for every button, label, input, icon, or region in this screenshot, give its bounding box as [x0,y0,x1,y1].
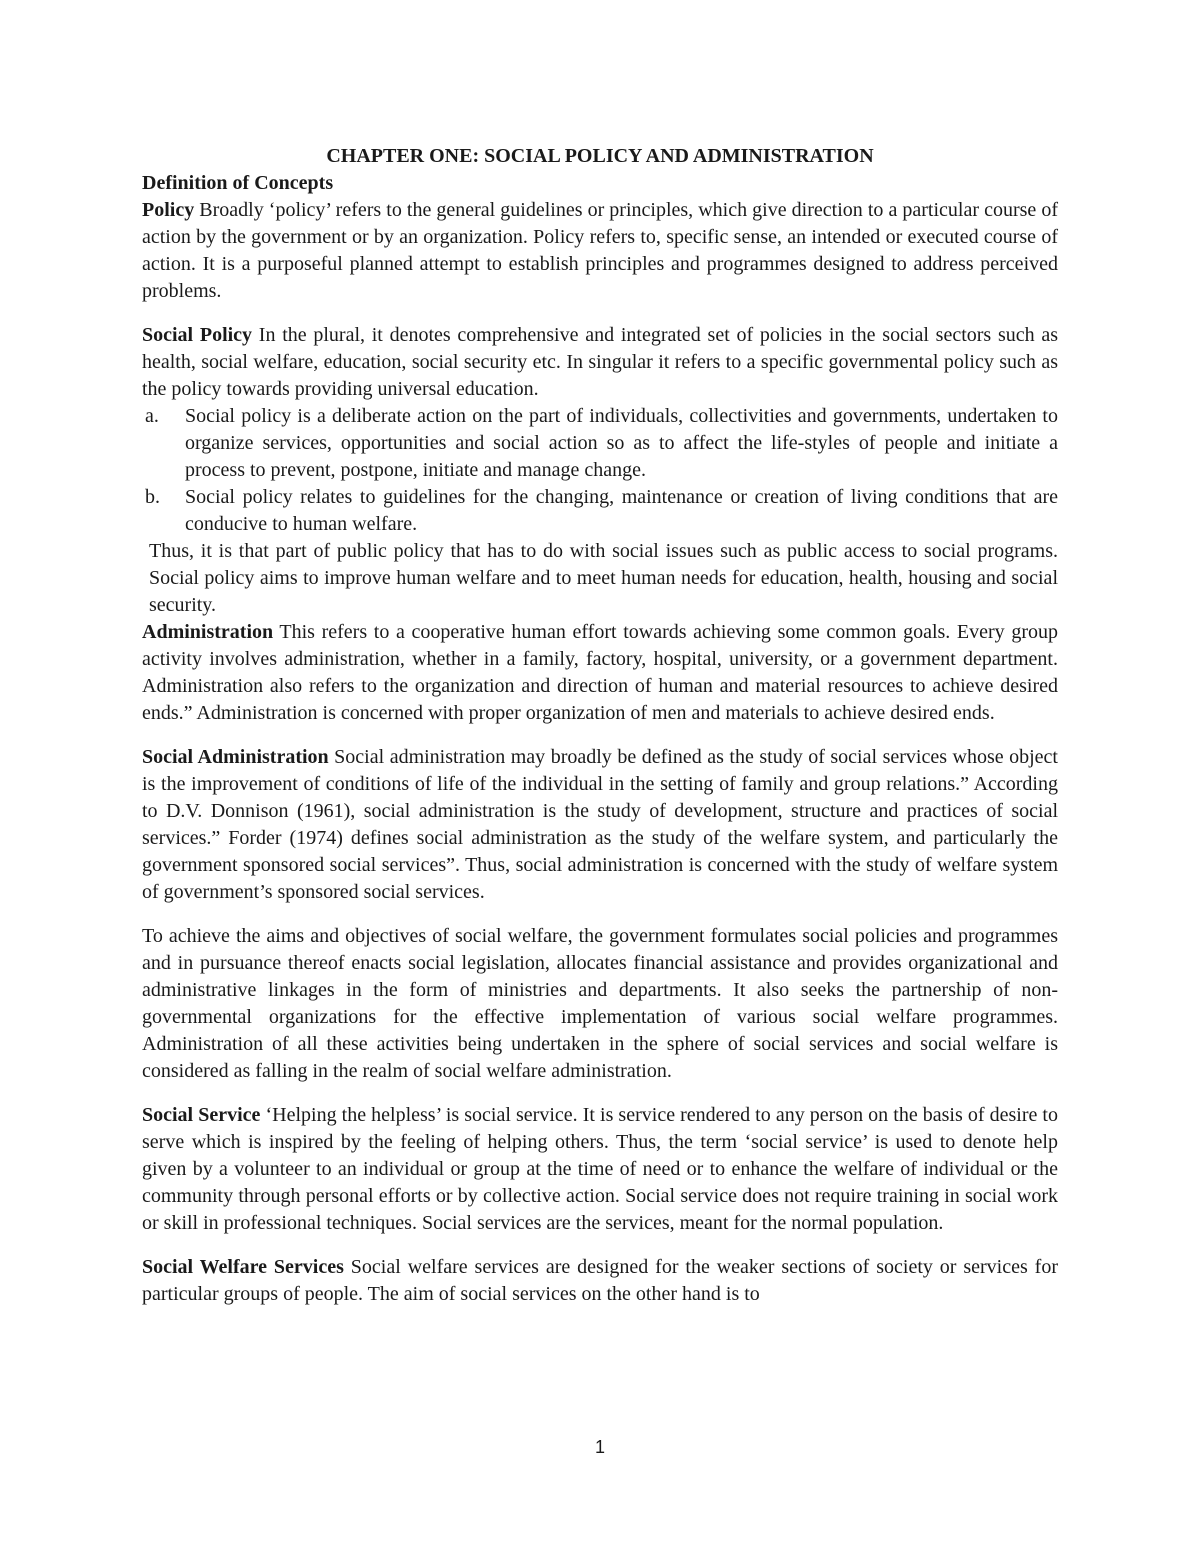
social-administration-text: Social administration may broadly be defined as the study of social services whose object is the improvement of conditions of life of the individual in the setting of family and group relations.” According to D.V. Donnison (1961), social administration is the study of development, structure and practices of social services.” Forder (1974) defines social administration as the study of the welfare system, and particularly the government sponsored social services”. Thus, social administration is concerned with the study of welfare system of government’s sponsored social services. [142,746,1058,903]
chapter-title: CHAPTER ONE: SOCIAL POLICY AND ADMINISTRATION [326,145,874,167]
social-policy-paragraph [142,322,1058,403]
document-page [142,143,1058,1308]
social-administration-paragraph [142,744,1058,906]
list-item [142,403,1058,484]
policy-paragraph [142,197,1058,305]
social-service-text: ‘Helping the helpless’ is social service. It is service rendered to any person on the basis of desire to serve which is inspired by the feeling of helping others. Thus, the term ‘social service’ is used to denote help given by a volunteer to an individual or group at the time of need or to enhance the welfare of individual or the community through personal efforts or by collective action. Social service does not require training in social work or skill in professional techniques. Social services are the services, meant for the normal population. [142,1104,1058,1234]
social-policy-list [142,403,1058,538]
social-service-term: Social Service [142,1104,261,1126]
social-policy-text: In the plural, it denotes comprehensive and integrated set of policies in the social sectors such as health, social welfare, education, social security etc. In singular it refers to a specific governmental policy such as the policy towards providing universal education. [142,324,1058,400]
list-item [142,484,1058,538]
social-welfare-services-paragraph [142,1254,1058,1308]
social-policy-conclusion: Thus, it is that part of public policy that has to do with social issues such as public access to social programs. Social policy aims to improve human welfare and to meet human needs for education, health, housing and social security. [149,540,1058,616]
list-item-text: Social policy is a deliberate action on the part of individuals, collectivities and governments, undertaken to organize services, opportunities and social action so as to affect the life-styles of people and initiate a process to prevent, postpone, initiate and manage change. [185,405,1058,481]
administration-text: This refers to a cooperative human effort towards achieving some common goals. Every group activity involves administration, whether in a family, factory, hospital, university, or a government department. Administration also refers to the organization and direction of human and material resources to achieve desired ends.” Administration is concerned with proper organization of men and materials to achieve desired ends. [142,621,1058,724]
policy-text: Broadly ‘policy’ refers to the general guidelines or principles, which give direction to a particular course of action by the government or by an organization. Policy refers to, specific sense, an intended or executed course of action. It is a purposeful planned attempt to establish principles and programmes designed to address perceived problems. [142,199,1058,302]
list-marker: b. [145,486,160,508]
social-administration-term: Social Administration [142,746,329,768]
section-heading: Definition of Concepts [142,172,334,194]
social-welfare-services-term: Social Welfare Services [142,1256,344,1278]
page-number: 1 [594,1437,605,1457]
social-welfare-services-text: Social welfare services are designed for the weaker sections of society or services for particular groups of people. The aim of social services on the other hand is to [142,1256,1058,1305]
policy-term: Policy [142,199,195,221]
social-policy-term: Social Policy [142,324,253,346]
administration-term: Administration [142,621,274,643]
social-service-paragraph [142,1102,1058,1237]
welfare-paragraph: To achieve the aims and objectives of social welfare, the government formulates social policies and programmes and in pursuance thereof enacts social legislation, allocates financial assistance and provides organizational and administrative linkages in the form of ministries and departments. It also seeks the partnership of non-governmental organizations for the effective implementation of various social welfare programmes. Administration of all these activities being undertaken in the sphere of social services and social welfare is considered as falling in the realm of social welfare administration. [142,925,1058,1082]
list-marker: a. [145,405,159,427]
list-item-text: Social policy relates to guidelines for the changing, maintenance or creation of living conditions that are conducive to human welfare. [185,486,1058,535]
administration-paragraph [142,619,1058,727]
